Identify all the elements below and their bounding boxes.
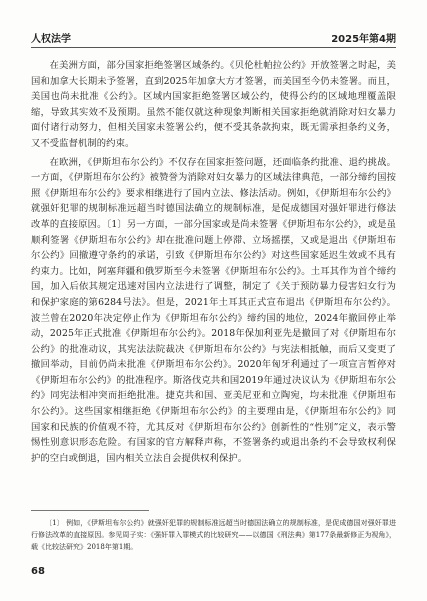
issue-label: 2025年第4期 xyxy=(331,34,396,45)
footnote-divider xyxy=(31,510,149,511)
paragraph-americas: 在美洲方面，部分国家拒绝签署区域条约。《贝伦杜帕拉公约》开放签署之时起，美国和加拿大长期未予签署，直到2025年加拿大方才签署，而美国至今仍未签署。而且，美国也尚未批准《公约》。区域内国家拒绝签署区域公约，使得公约的区域地理覆盖限缩，导致其实效不及预期。虽然不能仅就这种现象判断相关国家拒绝就消除对妇女暴力面付诸行动努力，但相关国家未签署公约，便不受其条款拘束，既无需承担条约义务，又不受监督机制的约束。 xyxy=(31,60,396,149)
journal-title: 人权法学 xyxy=(31,34,71,45)
header-divider xyxy=(31,47,396,48)
paragraph-europe: 在欧洲，《伊斯坦布尔公约》不仅存在国家拒签问题，还面临条约批准、退约挑战。一方面，《伊斯坦布尔公约》被赞誉为消除对妇女暴力的区域法律典范，一部分缔约国按照《伊斯坦布尔公约》要求相继进行了国内立法、修法活动。例如，《伊斯坦布尔公约》就强奸犯罪的规制标准远超当时德国法确立的规制标准，是促成德国对强奸罪进行修法改革的直接原因。〔1〕另一方面，一部分国家或是尚未签署《伊斯坦布尔公约》，或是虽顺利签署《伊斯坦布尔公约》却在批准问题上停滞、立场摇摆，又或是退出《伊斯坦布尔公约》回撤遵守条约的承诺，引致《伊斯坦布尔公约》对这些国家延迟生效或不具有约束力。比如，阿塞拜疆和俄罗斯至今未签署《伊斯坦布尔公约》。土耳其作为首个缔约国，加入后依其规定迅速对国内立法进行了调整，制定了《关于预防暴力侵害妇女行为和保护家庭的第6284号法》。但是，2021年土耳其正式宣布退出《伊斯坦布尔公约》。波兰曾在2020年决定停止作为《伊斯坦布尔公约》缔约国的地位，2024年撤回停止举动，2025年正式批准《伊斯坦布尔公约》。2018年保加利亚先是撤回了对《伊斯坦布尔公约》的批准动议，其宪法法院裁决《伊斯坦布尔公约》与宪法相抵触，而后又变更了撤回举动，目前仍尚未批准《伊斯坦布尔公约》。2020年匈牙利通过了一项宣言暂停对《伊斯坦布尔公约》的批准程序。斯洛伐克共和国2019年通过决议认为《伊斯坦布尔公约》同宪法相冲突而拒绝批准。捷克共和国、亚美尼亚和立陶宛，均未批准《伊斯坦布尔公约》。这些国家相继拒绝《伊斯坦布尔公约》的主要理由是，《伊斯坦布尔公约》同国家和民族的价值观不符，尤其反对《伊斯坦布尔公约》创新性的“性别”定义，表示警惕性别意识形态危险。有国家的官方解释声称，不签署条约或退出条约不会导致权利保护的空白或倒退，国内相关立法自会提供权利保护。 xyxy=(31,156,396,464)
footnote-1: 〔1〕 例如，《伊斯坦布尔公约》就强奸犯罪的规制标准远超当时德国法确立的规制标准，是促成德国对强奸罪进行修法改革的直接原因。参见周子实：《强奸罪入罪模式的比较研究——以德国《刑法典》第177条最新修正为视角》，载《比较法研究》2018年第1期。 xyxy=(31,519,396,551)
footnotes xyxy=(31,517,396,553)
page-number: 68 xyxy=(31,566,45,577)
running-header xyxy=(31,30,396,45)
article-body xyxy=(31,58,396,466)
